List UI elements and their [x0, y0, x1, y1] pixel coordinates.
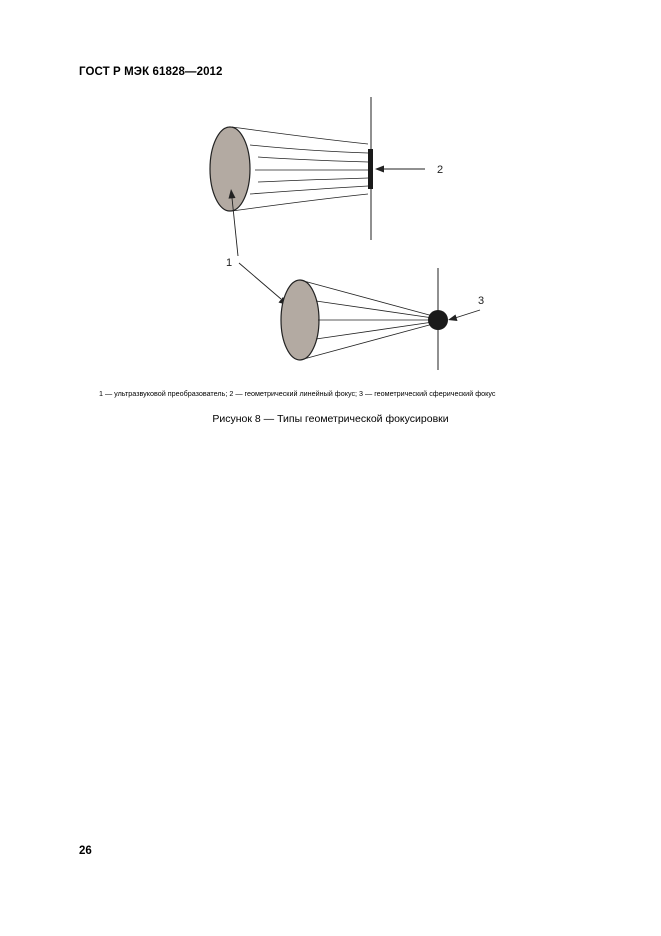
page-number: 26 — [79, 845, 92, 857]
beam-lines-bottom — [300, 280, 433, 360]
line-focus-bar — [368, 149, 373, 189]
beam-lines-top — [232, 127, 368, 211]
figure-legend: 1 — ультразвуковой преобразователь; 2 — геометрический линейный фокус; 3 — геометрический сферический фокус — [99, 389, 496, 398]
focusing-types-figure — [0, 0, 661, 400]
transducer-bottom — [281, 280, 319, 360]
callout-label-2: 2 — [437, 164, 444, 176]
line-focus-diagram — [210, 97, 443, 240]
callout-arrow-2 — [375, 166, 425, 173]
spherical-focus-point — [428, 310, 448, 330]
document-header: ГОСТ Р МЭК 61828—2012 — [79, 66, 223, 78]
callout-label-3: 3 — [478, 295, 485, 307]
figure-caption: Рисунок 8 — Типы геометрической фокусировки — [212, 413, 449, 425]
callout-arrow-3 — [448, 310, 480, 321]
callout-label-1: 1 — [226, 257, 233, 269]
spherical-focus-diagram — [281, 268, 484, 370]
